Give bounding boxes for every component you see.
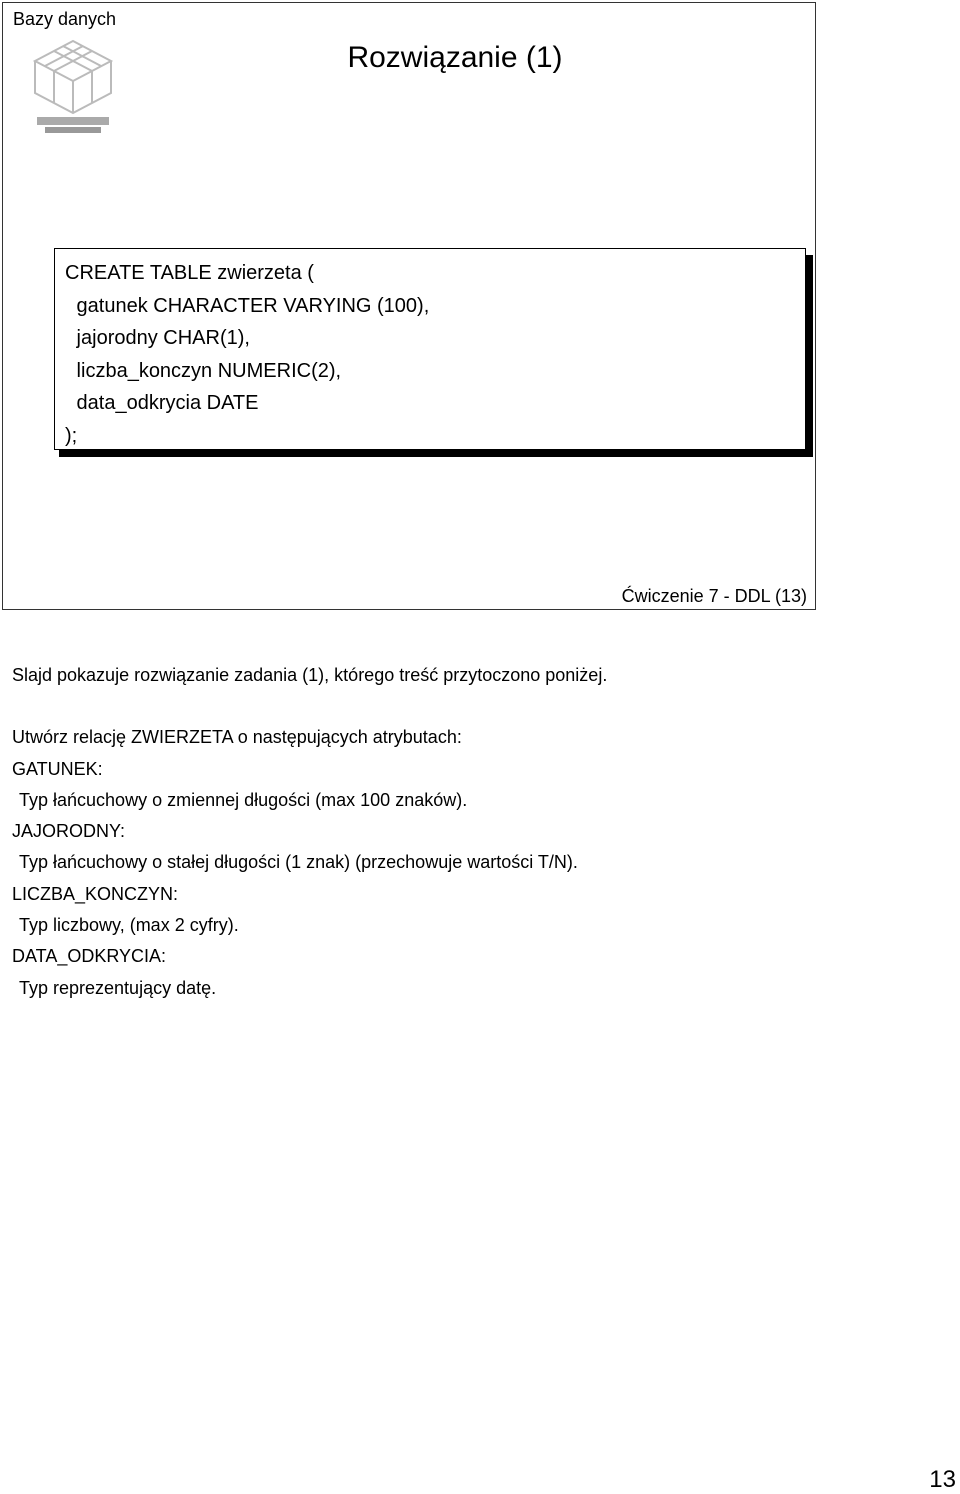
- slide: [2, 2, 816, 610]
- code-line: jajorodny CHAR(1),: [71, 327, 250, 349]
- notes-line: GATUNEK:: [12, 758, 103, 779]
- page-number: 13: [929, 1466, 956, 1493]
- code-line: );: [65, 424, 78, 447]
- notes-line: Typ reprezentujący datę.: [19, 977, 217, 998]
- code-line: liczba_konczyn NUMERIC(2),: [71, 359, 342, 382]
- code-line: data_odkrycia DATE: [71, 392, 259, 414]
- notes-line: LICZBA_KONCZYN:: [12, 883, 179, 904]
- slide-footer: Ćwiczenie 7 - DDL (13): [621, 586, 807, 606]
- notes-line: Typ łańcuchowy o zmiennej długości (max 100 znaków).: [19, 789, 468, 810]
- notes-line: JAJORODNY:: [12, 821, 126, 842]
- slide-title: Rozwiązanie (1): [347, 41, 563, 74]
- notes-line: Typ łańcuchowy o stałej długości (1 znak) (przechowuje wartości T/N).: [19, 852, 578, 873]
- course-title: Bazy danych: [13, 9, 117, 29]
- code-line: CREATE TABLE zwierzeta (: [65, 262, 314, 284]
- notes-line: DATA_ODKRYCIA:: [12, 946, 167, 967]
- code-line: gatunek CHARACTER VARYING (100),: [71, 294, 430, 317]
- speaker-notes: [12, 660, 942, 1004]
- notes-intro: Slajd pokazuje rozwiązanie zadania (1), którego treść przytoczono poniżej.: [12, 665, 608, 685]
- notes-line: Typ liczbowy, (max 2 cyfry).: [19, 915, 239, 936]
- notes-line: Utwórz relację ZWIERZETA o następujących atrybutach:: [12, 727, 462, 748]
- sql-code-box: [54, 248, 806, 450]
